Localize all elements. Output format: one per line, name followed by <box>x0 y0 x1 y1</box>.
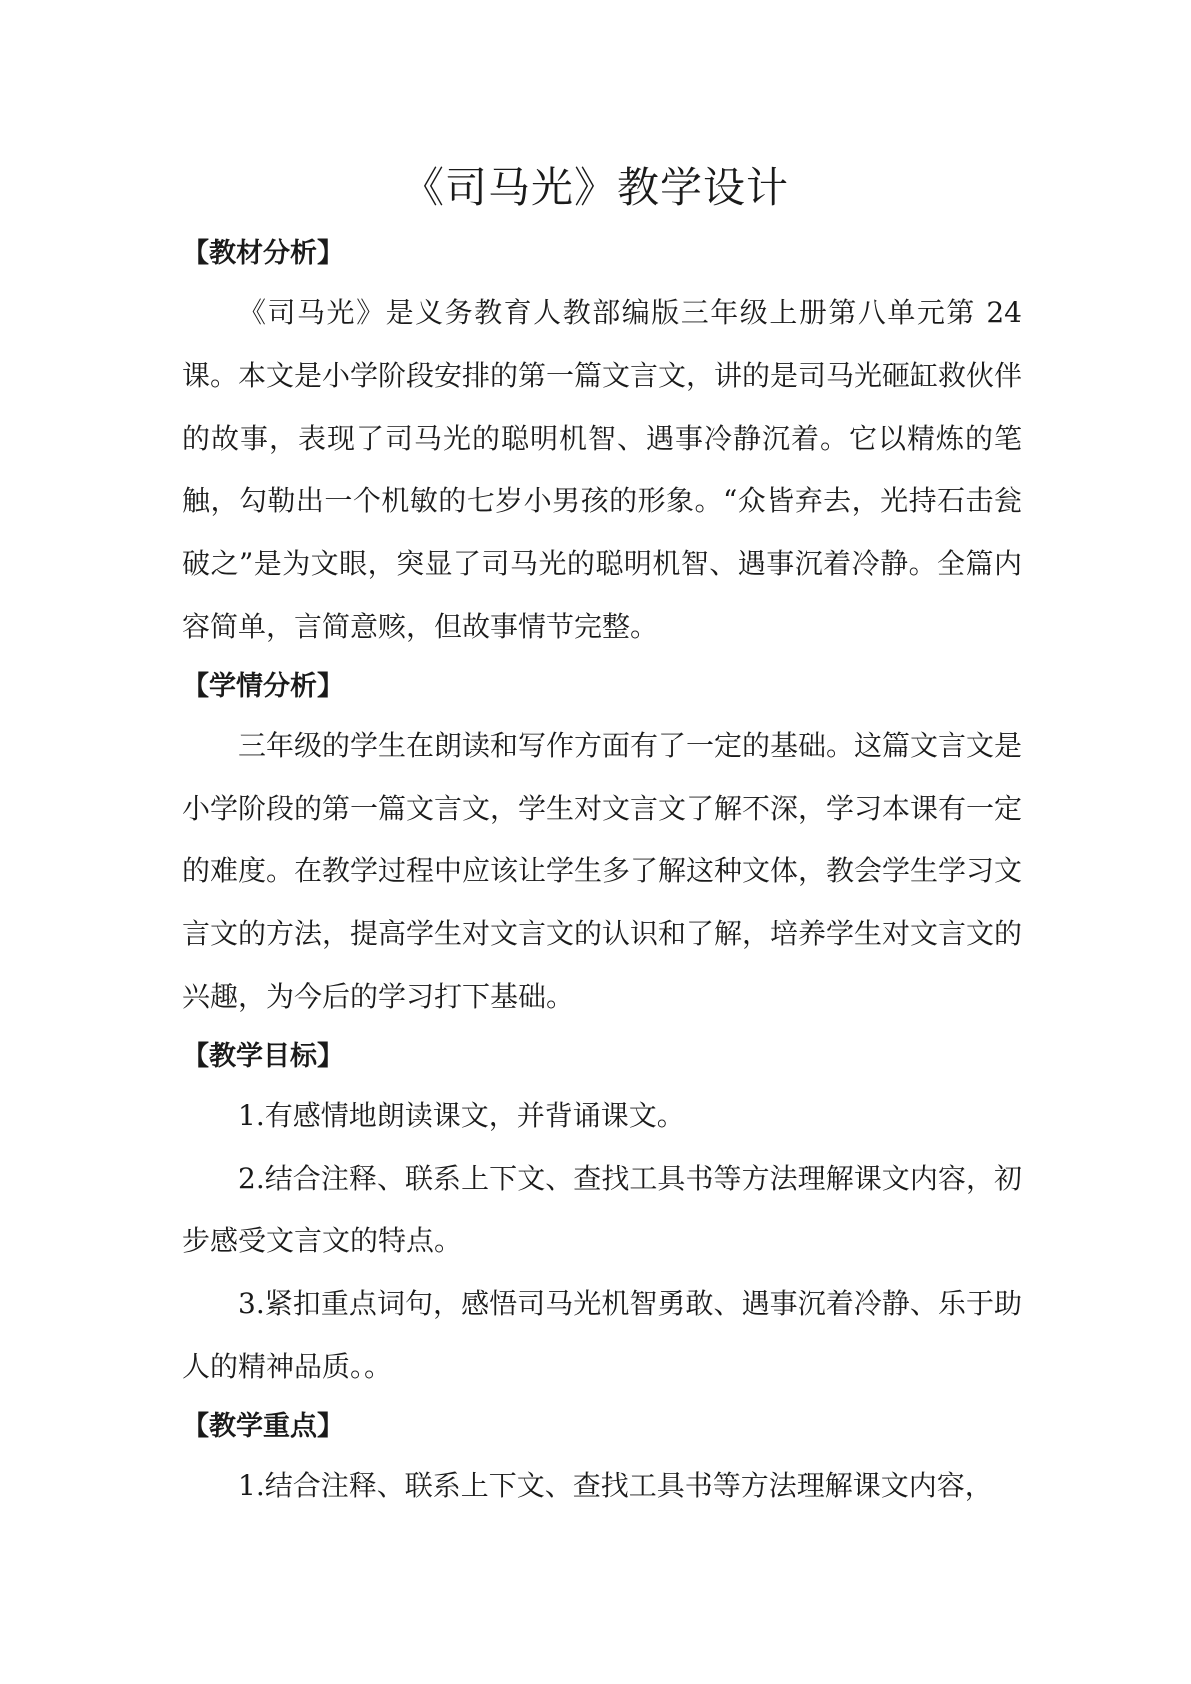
section-teaching-goals <box>182 1029 1022 1399</box>
section-heading: 【学情分析】 <box>182 670 344 702</box>
section-student-analysis <box>182 659 1022 1029</box>
paragraph: 1.结合注释、联系上下文、查找工具书等方法理解课文内容， <box>238 1468 993 1502</box>
paragraph: 三年级的学生在朗读和写作方面有了一定的基础。这篇文言文是小学阶段的第一篇文言文，学生对文言文了解不深，学习本课有一定的难度。在教学过程中应该让学生多了解这种文体，教会学生学习文言文的方法，提高学生对文言文的认识和了解，培养学生对文言文的兴趣，为今后的学习打下基础。 <box>182 728 1023 1013</box>
paragraph: 3.紧扣重点词句，感悟司马光机智勇敢、遇事沉着冷静、乐于助人的精神品质。。 <box>182 1287 1022 1383</box>
paragraph: 2.结合注释、联系上下文、查找工具书等方法理解课文内容，初步感受文言文的特点。 <box>182 1161 1022 1258</box>
document-body <box>182 226 1022 1518</box>
paragraph: 1.有感情地朗读课文，并背诵课文。 <box>238 1098 685 1132</box>
section-heading: 【教学目标】 <box>182 1040 344 1072</box>
document-title: 《司马光》教学设计 <box>401 163 789 212</box>
section-teaching-focus <box>182 1399 1022 1518</box>
section-textbook-analysis <box>182 226 1022 659</box>
section-heading: 【教材分析】 <box>182 238 344 269</box>
section-heading: 【教学重点】 <box>182 1410 344 1442</box>
paragraph: 《司马光》是义务教育人教部编版三年级上册第八单元第 24 课。本文是小学阶段安排的第一篇文言文，讲的是司马光砸缸救伙伴的故事，表现了司马光的聪明机智、遇事冷静沉着。它以精炼的笔触，勾勒出一个机敏的七岁小男孩的形象。“众皆弃去，光持石击瓮破之”是为文眼，突显了司马光的聪明机智、遇事沉着冷静。全篇内容简单，言简意赅，但故事情节完整。 <box>182 296 1023 643</box>
